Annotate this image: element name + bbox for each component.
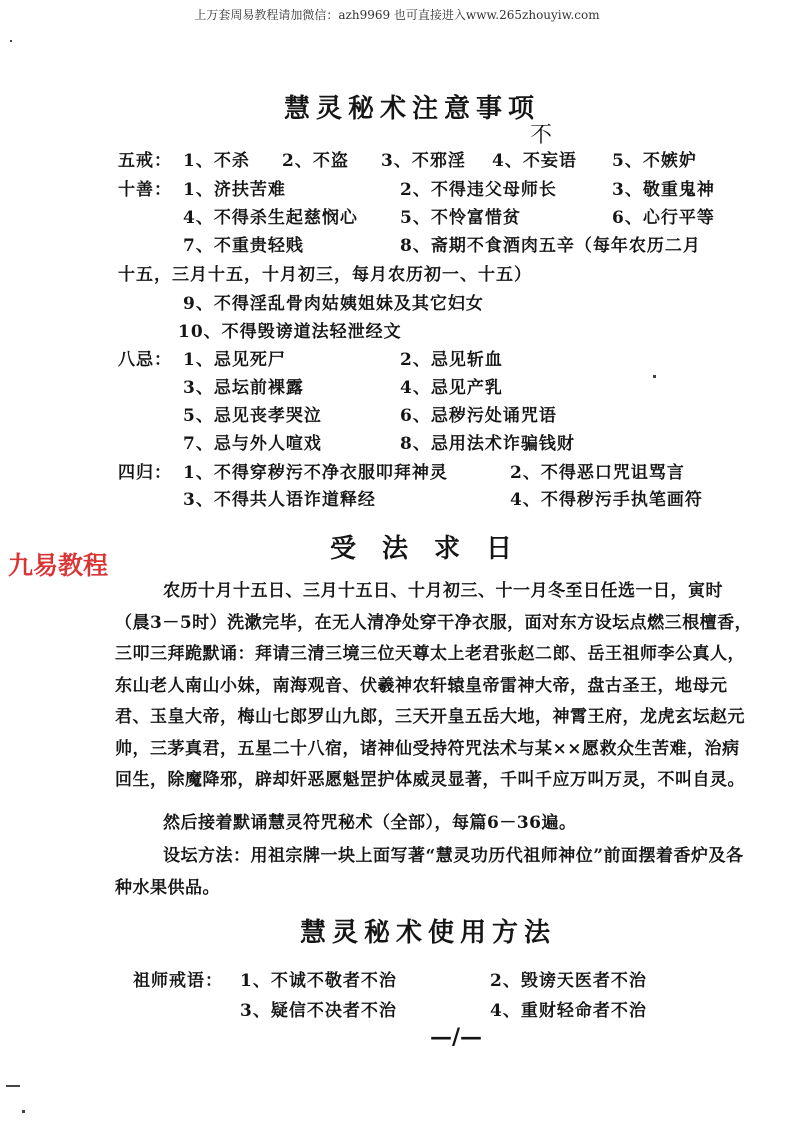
watermark-logo: 九易教程 (8, 551, 109, 580)
wujie-item-5: 5、不嫉妒 (612, 151, 697, 171)
wujie-label: 五戒： (118, 151, 172, 171)
baji-item-4: 4、忌见产乳 (400, 378, 503, 398)
baji-item-3: 3、忌坛前裸露 (183, 378, 304, 398)
scan-mark (6, 1085, 20, 1087)
baji-item-6: 6、忌秽污处诵咒语 (400, 406, 557, 426)
zushi-item-2: 2、毁谤天医者不治 (490, 971, 647, 991)
sigui-item-1: 1、不得穿秽污不净衣服叩拜神灵 (183, 463, 448, 483)
baji-item-8: 8、忌用法术诈骗钱财 (400, 434, 575, 454)
shishan-item-1: 1、济扶苦难 (183, 180, 286, 200)
zushi-item-1: 1、不诚不敬者不治 (240, 971, 397, 991)
wujie-item-3: 3、不邪淫 (381, 151, 466, 171)
chant-instruction: 然后接着默诵慧灵符咒秘术（全部），每篇6－36遍。 (163, 813, 577, 833)
zushi-item-4: 4、重财轻命者不治 (490, 1001, 647, 1021)
zushi-item-3: 3、疑信不决者不治 (240, 1001, 397, 1021)
shishan-item-7: 7、不重贵轻贱 (183, 236, 304, 256)
shishan-item-8: 8、斋期不食酒肉五辛（每年农历二月 (400, 236, 701, 256)
wujie-item-2: 2、不盗 (282, 151, 349, 171)
wujie-item-4: 4、不妄语 (492, 151, 577, 171)
scan-speck (653, 375, 656, 378)
section-title-receiving-day: 受法求日 (330, 534, 539, 564)
scan-speck (22, 1110, 25, 1113)
shishan-item-2: 2、不得违父母师长 (400, 180, 557, 200)
zushi-label: 祖师戒语： (133, 971, 223, 991)
sigui-item-4: 4、不得秽污手执笔画符 (510, 490, 703, 510)
scan-speck (10, 40, 12, 42)
page-number: —/— (430, 1024, 483, 1050)
baji-item-5: 5、忌见丧孝哭泣 (183, 406, 322, 426)
baji-item-7: 7、忌与外人喧戏 (183, 434, 322, 454)
section-title-precautions: 慧灵秘术注意事项 (284, 94, 541, 124)
wujie-item-1: 1、不杀 (183, 151, 250, 171)
baji-item-1: 1、忌见死尸 (183, 350, 286, 370)
ritual-paragraph: 农历十月十五日、三月十五日、十月初三、十一月冬至日任选一日，寅时（晨3－5时）洗漱完毕，在无人清净处穿干净衣服，面对东方设坛点燃三根檀香，三叩三拜跪默诵：拜请三清三境三位天尊太上老君张赵二郎、岳王祖师李公真人，东山老人南山小妹，南海观音、伏羲神农轩辕皇帝雷神大帝，盘古圣王，地母元君、玉皇大帝，梅山七郎罗山九郎，三天开皇五岳大地，神霄王府，龙虎玄坛赵元帅，三茅真君，五星二十八宿，诸神仙受持符咒法术与某××愿救众生苦难，治病回生，除魔降邪，辟却奸恶愿魁罡护体威灵显著，千叫千应万叫万灵，不叫自灵。 (115, 581, 753, 790)
section-title-usage: 慧灵秘术使用方法 (300, 918, 557, 948)
shishan-item-6: 6、心行平等 (612, 208, 715, 228)
shishan-item-5: 5、不怜富惜贫 (400, 208, 521, 228)
sigui-item-2: 2、不得恶口咒诅骂言 (510, 463, 685, 483)
shishan-item-9: 9、不得淫乱骨肉姑姨姐妹及其它妇女 (183, 294, 484, 314)
shishan-item-3: 3、敬重鬼神 (612, 180, 715, 200)
altar-setup: 设坛方法：用祖宗牌一块上面写著“慧灵功历代祖师神位”前面摆着香炉及各种水果供品。 (115, 846, 744, 898)
shishan-item-10: 10、不得毁谤道法轻泄经文 (178, 322, 402, 342)
shishan-label: 十善： (118, 180, 172, 200)
baji-item-2: 2、忌见斩血 (400, 350, 503, 370)
sigui-item-3: 3、不得共人语诈道释经 (183, 490, 376, 510)
shishan-item-4: 4、不得杀生起慈悯心 (183, 208, 358, 228)
page-header: 上万套周易教程请加微信：azh9969 也可直接进入www.265zhouyiw.com (194, 8, 600, 22)
baji-label: 八忌： (118, 350, 172, 370)
shishan-item-8-cont: 十五，三月十五，十月初三，每月农历初一、十五） (118, 265, 532, 285)
handwritten-note: 不 (530, 123, 553, 148)
sigui-label: 四归： (118, 463, 172, 483)
